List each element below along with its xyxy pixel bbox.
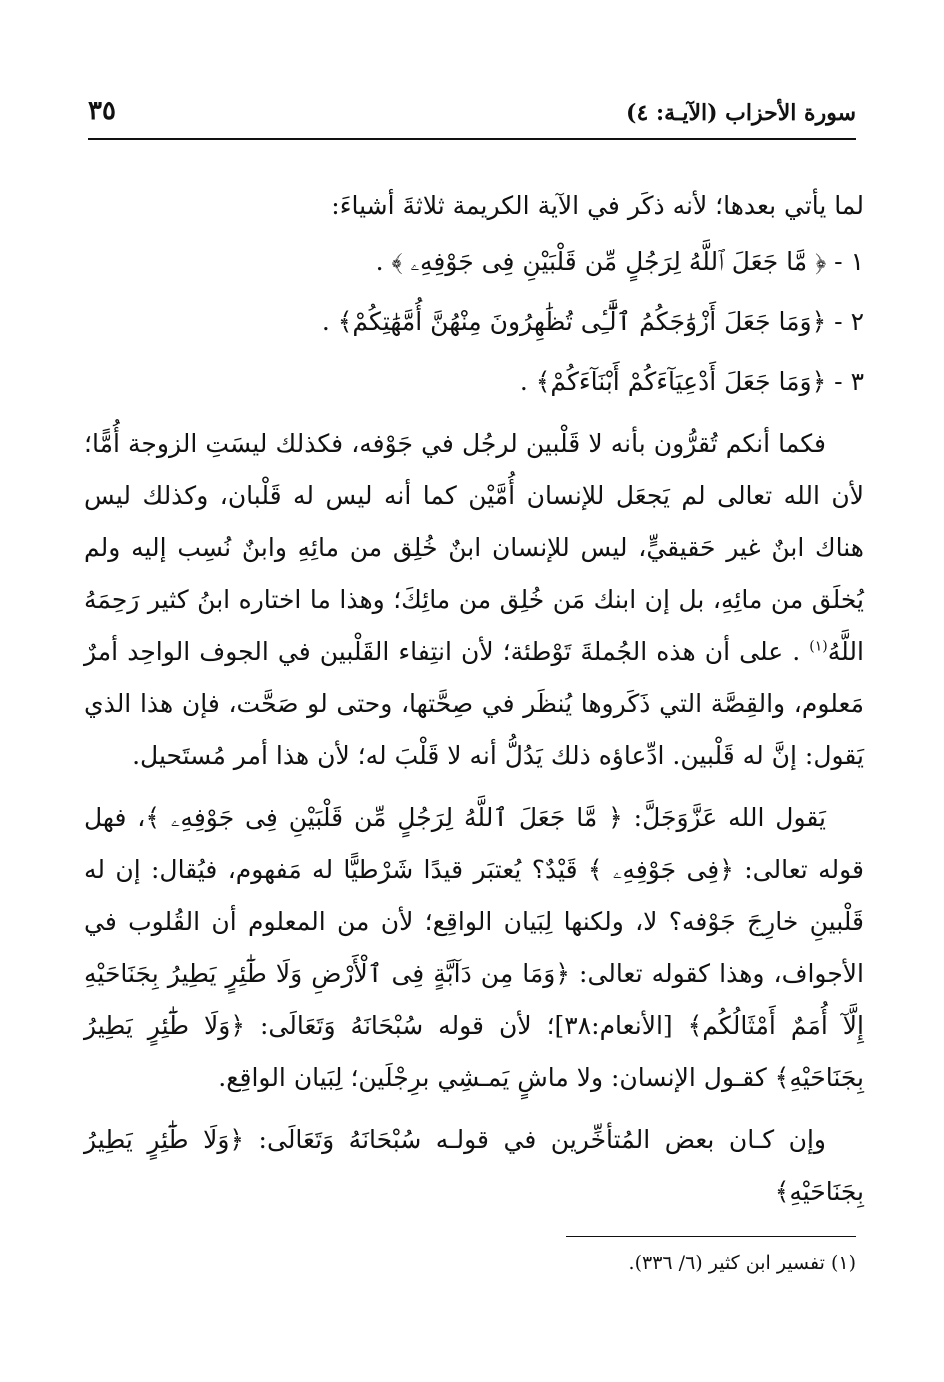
footnote: (١) تفسير ابن كثير (٦/ ٣٣٦). (628, 1252, 856, 1274)
paragraph-2: يَقول الله عَزَّوَجَلَّ: ﴿ مَّا جَعَلَ ٱللَّهُ لِرَجُلٍ مِّن قَلْبَيْنِ فِى جَوْفِهِۦ ﴾، فهل قوله تعالى: ﴿فِى جَوْفِهِۦ ﴾ قَيْدٌ؟ يُعتبَر قيدًا شَرْطيًّا له مَفهوم، فيُقال: إن له قَلْبينِ خارِجَ جَوْفه؟ لا، ولكنها لِبَيان الواقِع؛ لأن من المعلوم أن القُلوب في الأجواف، وهذا كقوله تعالى: ﴿وَمَا مِن دَآبَّةٍ فِى ٱلْأَرْضِ وَلَا طَٰٓئِرٍ يَطِيرُ بِجَنَاحَيْهِ إِلَّآ أُمَمٌ أَمْثَالُكُم﴾ [الأنعام:٣٨]؛ لأن قوله سُبْحَانَهُ وَتَعَالَى: ﴿وَلَا طَٰٓئِرٍ يَطِيرُ بِجَنَاحَيْهِ﴾ كقـول الإنسان: ولا ماشٍ يَمـشِي برِجْلَين؛ لِبَيان الواقِع. (84, 803, 864, 1092)
footnote-reference[interactable]: (١) (809, 638, 828, 655)
paragraph-1 (84, 418, 864, 782)
page-header (88, 96, 856, 140)
header-rule (88, 138, 856, 140)
paragraph-1-text-b: . على أن هذه الجُملةَ تَوْطئة؛ لأن انتِفاء القَلْبين في الجوف الواحِد أمرٌ مَعلوم، والقِصَّة التي ذَكَروها يُنظَر في صِحَّتها، وحتى لو صَحَّت، فإن هذا الذي يَقول: إنَّ له قَلْبين. ادِّعاؤه ذلك يَدُلُّ أنه لا قَلْبَ له؛ لأن هذا أمر مُستَحيل. (84, 637, 864, 770)
list-item: ٣ - ﴿وَمَا جَعَلَ أَدْعِيَآءَكُمْ أَبْنَآءَكُمْ﴾ . (519, 367, 864, 396)
running-title: سورة الأحزاب (الآيـة: ٤) (626, 100, 856, 126)
footnote-rule (566, 1236, 856, 1237)
page-number: ٣٥ (88, 96, 116, 126)
list-item: ١ - ﴿ مَّا جَعَلَ ٱللَّهُ لِرَجُلٍ مِّن قَلْبَيْنِ فِى جَوْفِهِۦ ﴾ . (375, 247, 864, 276)
page-body (84, 180, 864, 1224)
intro-line: لما يأتي بعدها؛ لأنه ذكَر في الآية الكريمة ثلاثةَ أشياءَ: (331, 191, 864, 220)
paragraph-1-text-a: فكما أنكم تُقرُّون بأنه لا قَلْبين لرجُل في جَوْفه، فكذلك ليسَتِ الزوجة أُمًّا؛ لأن الله تعالى لم يَجعَل للإنسان أُمَّيْن كما أنه ليس له قَلْبان، وكذلك ليس هناك ابنٌ غير حَقيقيٍّ، ليس للإنسان ابنٌ خُلِق من مائِهِ وابنٌ نُسِب إليه ولم يُخلَق من مائِهِ، بل إن ابنك مَن خُلِق من مائِكَ؛ وهذا ما اختاره ابنُ كثير رَحِمَهُ اللَّهُ (84, 429, 864, 666)
paragraph-3: وإن كـان بعض المُتأخِّرين في قولـه سُبْحَانَهُ وَتَعَالَى: ﴿وَلَا طَٰٓئِرٍ يَطِيرُ بِجَنَاحَيْهِ﴾ (84, 1125, 864, 1206)
list-item: ٢ - ﴿وَمَا جَعَلَ أَزْوَٰجَكُمُ ٱلَّٰٓـِٔى تُظَٰهِرُونَ مِنْهُنَّ أُمَّهَٰتِكُمْ﴾ . (321, 307, 864, 336)
